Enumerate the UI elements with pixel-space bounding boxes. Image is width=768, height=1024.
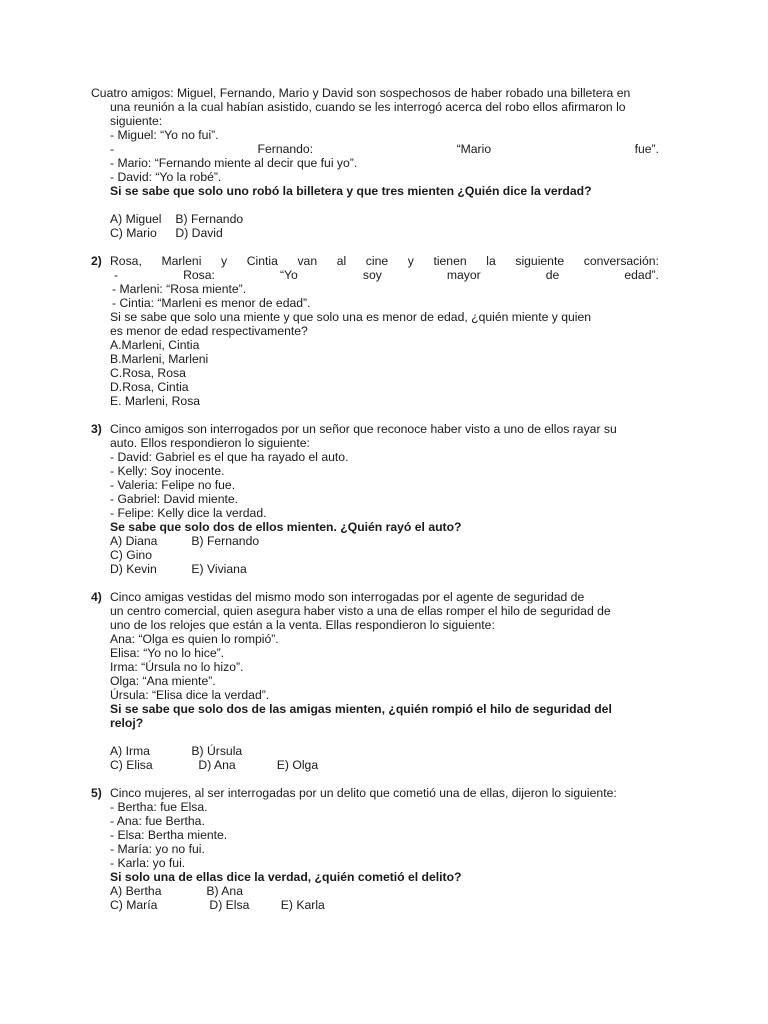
question-3 (91, 422, 659, 576)
q5-option-c: C) María (110, 898, 158, 912)
q5-statement-2: - Ana: fue Bertha. (110, 814, 205, 828)
q2-intro-word-9: tienen (433, 254, 467, 268)
q2-option-c: C.Rosa, Rosa (110, 366, 186, 380)
q3-options-row-2 (91, 548, 659, 562)
q5-option-e: E) Karla (280, 898, 325, 912)
q1-intro-line-1: Cuatro amigos: Miguel, Fernando, Mario y David son sospechosos de haber robado una billetera en (91, 86, 631, 100)
q4-option-c: C) Elisa (110, 758, 153, 772)
q4-options-row-2 (91, 758, 659, 772)
question-5 (91, 786, 659, 912)
q2-statement-cintia: - Cintia: “Marleni es menor de edad”. (112, 296, 311, 310)
q2-intro-word-10: la (486, 254, 496, 268)
q4-intro-line-1: 4) Cinco amigas vestidas del mismo modo son interrogadas por el agente de seguridad de (91, 590, 585, 604)
q2-option-a: A.Marleni, Cintia (110, 338, 200, 352)
q1-question: Si se sabe que solo uno robó la billetera y que tres mienten ¿Quién dice la verdad? (110, 184, 592, 198)
q3-option-b: B) Fernando (191, 534, 260, 548)
q2-rosa-word-2: Rosa: (183, 268, 215, 282)
question-2 (91, 254, 659, 408)
q2-rosa-word-4: soy (362, 268, 382, 282)
q4-option-e: E) Olga (276, 758, 319, 772)
q4-statement-5: Úrsula: “Elisa dice la verdad”. (110, 688, 270, 702)
q4-options-row-1 (91, 744, 659, 758)
q4-option-d: D) Ana (198, 758, 236, 772)
q4-statement-2: Elisa: “Yo no lo hice”. (110, 646, 225, 660)
q3-option-e: E) Viviana (191, 562, 247, 576)
q2-intro-word-8: y (407, 254, 414, 268)
question-1 (91, 86, 659, 240)
q2-rosa-word-3: “Yo (279, 268, 298, 282)
q5-options-row-1 (91, 884, 659, 898)
q1-statement-miguel: - Miguel: “Yo no fui”. (110, 128, 219, 142)
q4-question-line-2: reloj? (110, 716, 144, 730)
q2-question-line-2: es menor de edad respectivamente? (110, 324, 308, 338)
q2-option-b: B.Marleni, Marleni (110, 352, 209, 366)
q5-statement-3: - Elsa: Bertha miente. (110, 828, 228, 842)
q3-intro-line-1: 3) Cinco amigos son interrogados por un señor que reconoce haber visto a uno de ellos rayar su (91, 422, 617, 436)
q3-statement-1: - David: Gabriel es el que ha rayado el auto. (110, 450, 349, 464)
q4-intro-line-3: uno de los relojes que están a la venta. Ellas respondieron lo siguiente: (110, 618, 495, 632)
q1-option-c: C) Mario (110, 226, 157, 240)
q1-options-row-1 (91, 212, 659, 226)
q4-number: 4) (91, 590, 102, 604)
q4-option-a: A) Irma (110, 744, 150, 758)
q3-intro-line-2: auto. Ellos respondieron lo siguiente: (110, 436, 310, 450)
q5-statement-1: - Bertha: fue Elsa. (110, 800, 208, 814)
q4-statement-1: Ana: “Olga es quien lo rompió”. (110, 632, 279, 646)
q1-statement-fernando (91, 142, 659, 156)
q1-fernando-word-1: - (110, 142, 115, 156)
q5-option-a: A) Bertha (110, 884, 162, 898)
q1-intro-line-3: siguiente: (110, 114, 163, 128)
q2-question-line-1: Si se sabe que solo una miente y que solo una es menor de edad, ¿quién miente y quien (110, 310, 592, 324)
q5-intro: 5) Cinco mujeres, al ser interrogadas por un delito que cometió una de ellas, dijeron lo siguiente: (91, 786, 617, 800)
q2-rosa-word-5: mayor (446, 268, 481, 282)
q2-intro-word-2: Marleni (161, 254, 202, 268)
q5-options-row-2 (91, 898, 659, 912)
q2-statement-rosa (91, 268, 659, 282)
q3-option-d: D) Kevin (110, 562, 157, 576)
q1-statement-david: - David: “Yo la robé”. (110, 170, 222, 184)
q1-fernando-word-3: “Mario (456, 142, 492, 156)
q2-option-d: D.Rosa, Cintia (110, 380, 189, 394)
q3-option-a: A) Diana (110, 534, 158, 548)
q3-number: 3) (91, 422, 102, 436)
q4-question-line-1: Si se sabe que solo dos de las amigas mienten, ¿quién rompió el hilo de seguridad del (110, 702, 612, 716)
q1-option-a: A) Miguel (110, 212, 162, 226)
q1-options-row-2 (91, 226, 659, 240)
q2-intro-word-3: y (221, 254, 228, 268)
q3-statement-5: - Felipe: Kelly dice la verdad. (110, 506, 267, 520)
q3-option-c: C) Gino (110, 548, 152, 562)
q1-intro-line-2: una reunión a la cual habían asistido, cuando se les interrogó acerca del robo ellos afirmaron lo (110, 100, 626, 114)
q2-statement-marleni: - Marleni: “Rosa miente”. (112, 282, 247, 296)
q5-statement-4: - María: yo no fui. (110, 842, 205, 856)
q2-intro-word-7: cine (365, 254, 389, 268)
q4-intro-line-2: un centro comercial, quien asegura haber visto a una de ellas romper el hilo de seguridad de (110, 604, 611, 618)
q1-option-d: D) David (175, 226, 223, 240)
q2-rosa-word-7: edad”. (624, 268, 659, 282)
q4-statement-4: Olga: “Ana miente”. (110, 674, 216, 688)
q5-option-d: D) Elsa (209, 898, 250, 912)
q5-statement-5: - Karla: yo fui. (110, 856, 186, 870)
q2-intro-word-6: al (336, 254, 347, 268)
q2-intro-word-5: van (297, 254, 318, 268)
q5-number: 5) (91, 786, 102, 800)
q3-statement-3: - Valeria: Felipe no fue. (110, 478, 236, 492)
q1-option-b: B) Fernando (175, 212, 244, 226)
q4-option-b: B) Úrsula (191, 744, 243, 758)
q2-intro-word-1: 2) Rosa, (91, 254, 142, 268)
q3-options-row-3 (91, 562, 659, 576)
q2-option-e: E. Marleni, Rosa (110, 394, 201, 408)
q2-intro (91, 254, 659, 268)
q1-statement-mario: - Mario: “Fernando miente al decir que fui yo”. (110, 156, 358, 170)
q3-options-row-1 (91, 534, 659, 548)
q2-rosa-word-1: - (114, 268, 119, 282)
q2-intro-word-11: siguiente (515, 254, 565, 268)
q2-intro-word-4: Cintia (246, 254, 278, 268)
q3-statement-4: - Gabriel: David miente. (110, 492, 239, 506)
q1-fernando-word-2: Fernando: (257, 142, 314, 156)
q2-rosa-word-6: de (545, 268, 560, 282)
q5-question: Si solo una de ellas dice la verdad, ¿quién cometió el delito? (110, 870, 462, 884)
q2-intro-word-12: conversación: (583, 254, 659, 268)
q3-question: Se sabe que solo dos de ellos mienten. ¿Quién rayó el auto? (110, 520, 462, 534)
q4-statement-3: Irma: “Úrsula no lo hizo”. (110, 660, 244, 674)
question-4 (91, 590, 659, 772)
q5-option-b: B) Ana (206, 884, 243, 898)
q1-fernando-word-4: fue”. (634, 142, 659, 156)
q2-number: 2) (91, 254, 102, 268)
q3-statement-2: - Kelly: Soy inocente. (110, 464, 225, 478)
